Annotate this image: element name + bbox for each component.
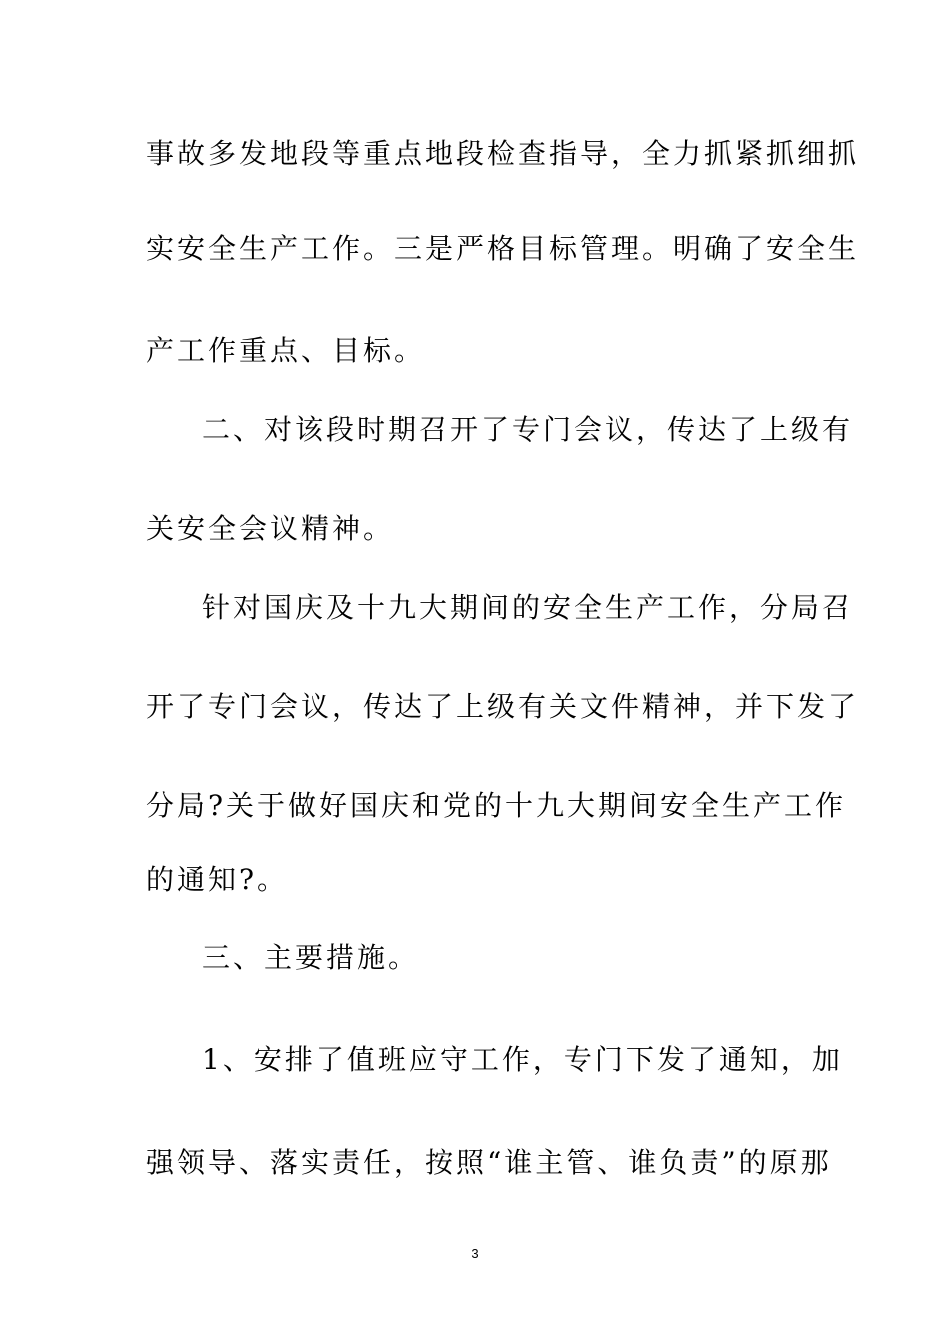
page-number: 3 [471, 1246, 479, 1261]
text-line-10: 三、主要措施。 [202, 941, 420, 974]
text-line-9: 的通知?。 [146, 863, 289, 896]
text-line-3: 产工作重点、目标。 [146, 334, 426, 367]
text-line-8: 分局?关于做好国庆和党的十九大期间安全生产工作 [146, 789, 847, 822]
text-line-6: 针对国庆及十九大期间的安全生产工作，分局召 [202, 591, 854, 624]
text-line-7: 开了专门会议，传达了上级有关文件精神，并下发了 [146, 690, 860, 723]
text-line-12: 强领导、落实责任，按照“谁主管、谁负责”的原那 [146, 1146, 832, 1179]
text-line-4: 二、对该段时期召开了专门会议，传达了上级有 [202, 413, 854, 446]
text-line-1: 事故多发地段等重点地段检查指导，全力抓紧抓细抓 [146, 137, 860, 170]
text-line-11: 1、安排了值班应守工作，专门下发了通知，加 [202, 1043, 843, 1076]
text-line-5: 关安全会议精神。 [146, 512, 395, 545]
text-line-2: 实安全生产工作。三是严格目标管理。明确了安全生 [146, 232, 860, 265]
